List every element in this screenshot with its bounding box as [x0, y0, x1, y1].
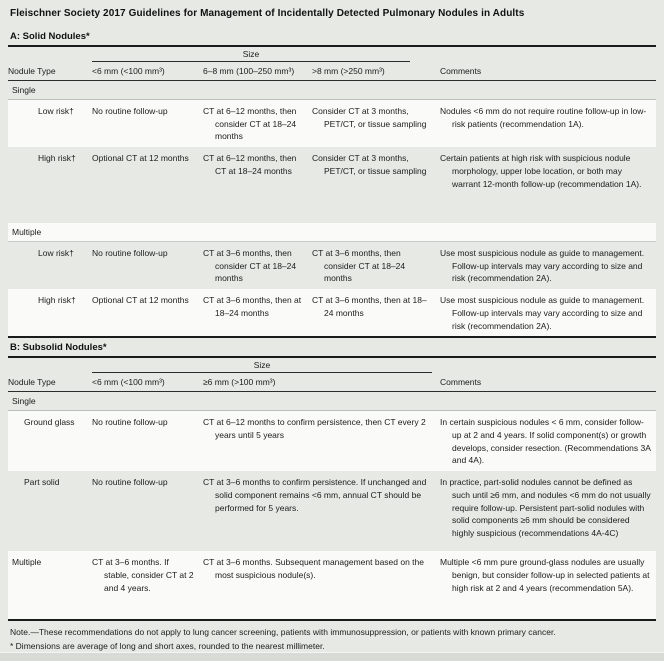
row-label: High risk†	[38, 153, 76, 163]
table-row	[8, 411, 656, 471]
footnote-note: Note.—These recommendations do not apply to lung cancer screening, patients with immunosuppression, or patients with known primary cancer.	[10, 627, 556, 637]
column-header-size-ge6: ≥6 mm (>100 mm³)	[203, 377, 276, 388]
column-header-size-lt6: <6 mm (<100 mm³)	[92, 66, 165, 76]
cell-size-lt6: No routine follow-up	[92, 105, 168, 116]
cell-comments: Nodules <6 mm do not require routine follow-up in low-risk patients (recommendation 1A).	[440, 105, 647, 129]
column-header-size-6-8: 6–8 mm (100–250 mm³)	[203, 66, 295, 76]
column-header-nodule-type: Nodule Type	[8, 66, 56, 76]
group-header-single: Single	[8, 81, 656, 100]
cell-comments: Use most suspicious nodule as guide to management. Follow-up intervals may vary according to size and risk (recommendation 2A).	[440, 247, 645, 284]
table-row	[8, 242, 656, 289]
section-a-heading: A: Solid Nodules*	[10, 31, 90, 42]
row-label: High risk†	[38, 295, 76, 305]
cell-size-6-8: CT at 3–6 months, then at 18–24 months	[203, 295, 302, 318]
cell-size-gt8: CT at 3–6 months, then consider CT at 18–24 months	[312, 247, 406, 284]
section-b-column-headers	[8, 373, 656, 392]
table-row	[8, 289, 656, 336]
row-label: Part solid	[24, 477, 60, 487]
cell-comments: In certain suspicious nodules < 6 mm, consider follow-up at 2 and 4 years. If solid component(s) or growth develops, consider resection. (Recommendations 3A and 4A).	[440, 417, 651, 466]
column-header-size-lt6: <6 mm (<100 mm³)	[92, 377, 165, 388]
section-solid-nodules	[8, 31, 656, 336]
cell-size-lt6: Optional CT at 12 months	[92, 153, 189, 163]
cell-size-lt6: CT at 3–6 months. If stable, consider CT at 2 and 4 years.	[92, 557, 194, 593]
table-row	[8, 147, 656, 223]
cell-size-6-8: CT at 6–12 months, then CT at 18–24 months	[203, 153, 297, 176]
cell-comments: In practice, part-solid nodules cannot be defined as such until ≥6 mm, and nodules <6 mm do not usually require follow-up. Persistent part-solid nodules with solid components ≥6 mm should be considered highly suspicious (recommendations 4A-4C)	[440, 477, 651, 538]
cell-size-6-8: CT at 6–12 months, then consider CT at 18–24 months	[203, 105, 297, 142]
column-header-comments: Comments	[440, 377, 482, 388]
row-label: Ground glass	[24, 417, 75, 427]
row-label: Low risk†	[38, 247, 74, 258]
cell-size-gt8: CT at 3–6 months, then at 18–24 months	[312, 295, 427, 318]
column-header-nodule-type: Nodule Type	[8, 377, 56, 388]
table-row	[8, 471, 656, 551]
section-b-size-row	[8, 358, 656, 373]
table-row	[8, 100, 656, 147]
group-header-single: Single	[8, 392, 656, 411]
column-header-size-gt8: >8 mm (>250 mm³)	[312, 66, 385, 76]
cell-size-6-8: CT at 3–6 months, then consider CT at 18–24 months	[203, 247, 297, 284]
section-b-heading: B: Subsolid Nodules*	[10, 342, 107, 354]
cell-size-ge6: CT at 3–6 months to confirm persistence. If unchanged and solid component remains <6 mm, annual CT should be performed for 5 years.	[203, 477, 427, 513]
cell-size-lt6: Optional CT at 12 months	[92, 295, 189, 305]
cell-size-lt6: No routine follow-up	[92, 477, 168, 487]
row-label: Multiple	[12, 557, 42, 567]
cell-size-gt8: Consider CT at 3 months, PET/CT, or tissue sampling	[312, 105, 427, 129]
footnote-asterisk: * Dimensions are average of long and short axes, rounded to the nearest millimeter.	[10, 641, 325, 652]
cell-size-ge6: CT at 6–12 months to confirm persistence, then CT every 2 years until 5 years	[203, 417, 426, 440]
page-bottom-edge	[0, 652, 664, 661]
cell-size-ge6: CT at 3–6 months. Subsequent management based on the most suspicious nodule(s).	[203, 557, 424, 580]
column-header-comments: Comments	[440, 66, 482, 76]
section-b-top-rule	[8, 336, 656, 338]
section-a-size-row	[8, 47, 656, 62]
cell-size-gt8: Consider CT at 3 months, PET/CT, or tissue sampling	[312, 153, 427, 176]
cell-size-lt6: No routine follow-up	[92, 247, 168, 258]
table-row	[8, 551, 656, 619]
section-subsolid-nodules	[8, 336, 656, 619]
size-spanner-label: Size	[92, 360, 432, 373]
section-a-column-headers	[8, 62, 656, 81]
cell-size-lt6: No routine follow-up	[92, 417, 168, 427]
cell-comments: Certain patients at high risk with suspicious nodule morphology, upper lobe location, or both may warrant 12-month follow-up (recommendation 1A).	[440, 153, 642, 189]
size-spanner-label: Size	[92, 49, 410, 62]
row-label: Low risk†	[38, 105, 74, 116]
page-title: Fleischner Society 2017 Guidelines for Management of Incidentally Detected Pulmonary Nodules in Adults	[10, 8, 525, 19]
cell-comments: Multiple <6 mm pure ground-glass nodules are usually benign, but consider follow-up in selected patients at high risk at 2 and 4 years (recommendation 5A).	[440, 557, 650, 593]
cell-comments: Use most suspicious nodule as guide to management. Follow-up intervals may vary according to size and risk (recommendation 2A).	[440, 295, 645, 331]
group-header-multiple: Multiple	[8, 223, 656, 242]
